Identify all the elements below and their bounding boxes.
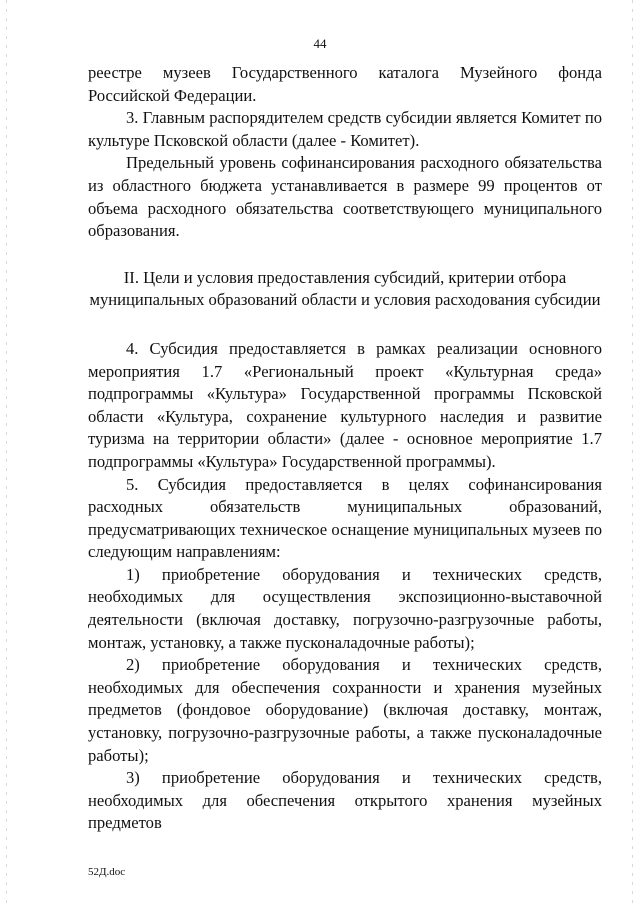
section-heading — [88, 267, 602, 312]
list-item-2: 2) приобретение оборудования и технических средств, необходимых для обеспечения сохранности и хранения музейных предметов (фондовое оборудование) (включая доставку, монтаж, установку, погрузочно-разгрузочные работы, а также пусконаладочные работы); — [88, 655, 602, 765]
paragraph-item-3: 3. Главным распорядителем средств субсидии является Комитет по культуре Псковской области (далее - Комитет). — [88, 108, 602, 150]
document-body — [88, 62, 602, 835]
list-item-3: 3) приобретение оборудования и технических средств, необходимых для обеспечения открытого хранения музейных предметов — [88, 768, 602, 833]
scan-edge-right — [632, 0, 633, 905]
list-item-1: 1) приобретение оборудования и технических средств, необходимых для осуществления экспозиционно-выставочной деятельности (включая доставку, погрузочно-разгрузочные работы, монтаж, установку, а также пусконаладочные работы); — [88, 564, 602, 652]
section-heading-line-1: II. Цели и условия предоставления субсидий, критерии отбора — [123, 267, 567, 287]
file-name-footer: 52Д.doc — [88, 866, 126, 878]
paragraph-cofinancing-level: Предельный уровень софинансирования расходного обязательства из областного бюджета устанавливается в размере 99 процентов от объема расходного обязательства соответствующего муниципального образования. — [88, 153, 602, 241]
page-number: 44 — [313, 36, 327, 51]
paragraph-item-4: 4. Субсидия предоставляется в рамках реализации основного мероприятия 1.7 «Региональный проект «Культурная среда» подпрограммы «Культура» Государственной программы Псковской области «Культура, сохранение культурного наследия и развитие туризма на территории области» (далее - основное мероприятие 1.7 подпрограммы «Культура» Государственной программы). — [88, 338, 602, 471]
scan-edge-left — [6, 0, 7, 905]
paragraph-item-5: 5. Субсидия предоставляется в целях софинансирования расходных обязательств муниципальных образований, предусматривающих техническое оснащение муниципальных музеев по следующим направлениям: — [88, 474, 602, 562]
section-heading-line-2: муниципальных образований области и условия расходования субсидии — [89, 290, 601, 310]
paragraph-continuation: реестре музеев Государственного каталога Музейного фонда Российской Федерации. — [88, 63, 602, 105]
